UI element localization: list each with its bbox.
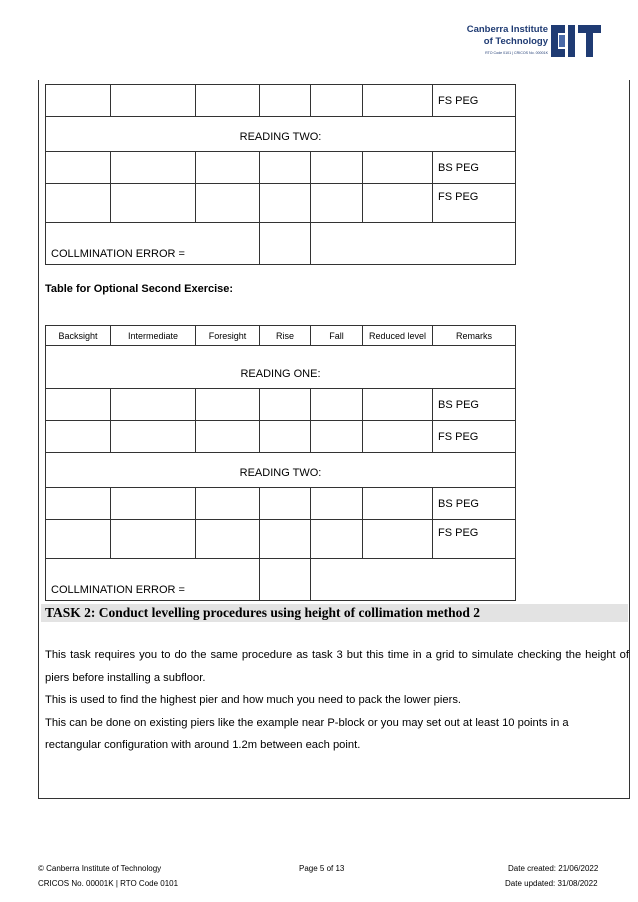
- remarks-cell: FS PEG: [433, 85, 516, 117]
- table-cell[interactable]: [260, 389, 311, 421]
- footer-copyright: © Canberra Institute of Technology: [38, 864, 162, 873]
- logo-line1: Canberra Institute: [466, 24, 548, 35]
- table-cell[interactable]: [196, 520, 260, 559]
- task-paragraph: This task requires you to do the same procedure as task 3 but this time in a grid to simulate checking the height of piers before installing a subfloor.: [45, 649, 629, 684]
- table-cell[interactable]: [260, 152, 311, 184]
- footer-date-updated: Date updated: 31/08/2022: [505, 879, 598, 888]
- table-cell[interactable]: [196, 421, 260, 453]
- table-cell[interactable]: [260, 520, 311, 559]
- remarks-cell: BS PEG: [433, 389, 516, 421]
- task-paragraph: This is used to find the highest pier and how much you need to pack the lower piers.: [45, 694, 462, 707]
- table-cell[interactable]: [260, 488, 311, 520]
- table-cell[interactable]: [260, 184, 311, 223]
- footer-cricos: CRICOS No. 00001K | RTO Code 0101: [38, 879, 179, 888]
- table-cell[interactable]: [311, 488, 363, 520]
- table-cell[interactable]: [311, 389, 363, 421]
- table-cell[interactable]: [260, 421, 311, 453]
- optional-exercise-caption: Table for Optional Second Exercise:: [45, 283, 234, 295]
- table-cell[interactable]: [196, 184, 260, 223]
- table-cell[interactable]: [46, 520, 111, 559]
- table-cell[interactable]: [311, 184, 363, 223]
- header-backsight: Backsight: [46, 326, 111, 346]
- remarks-cell: FS PEG: [433, 421, 516, 453]
- table-row: [46, 488, 516, 520]
- table-cell[interactable]: [363, 520, 433, 559]
- logo-text: [448, 24, 548, 48]
- table-cell[interactable]: [46, 152, 111, 184]
- levelling-table-continued: [45, 84, 516, 265]
- logo-line2: of Technology: [483, 36, 548, 47]
- table-cell[interactable]: [111, 152, 196, 184]
- collimation-error-remarks[interactable]: [311, 223, 516, 265]
- table-cell[interactable]: [260, 85, 311, 117]
- remarks-cell: FS PEG: [433, 520, 516, 559]
- task-description: [45, 644, 629, 757]
- table-cell[interactable]: [46, 85, 111, 117]
- collimation-error-remarks[interactable]: [311, 559, 516, 601]
- collimation-error-label: COLLMINATION ERROR =: [46, 223, 260, 265]
- task-paragraph: This can be done on existing piers like the example near P-block or you may set out at least 10 points in a rectangular configuration with around 1.2m between each point.: [45, 716, 569, 752]
- table-cell[interactable]: [196, 488, 260, 520]
- cit-logo: [448, 22, 604, 62]
- table-cell[interactable]: [196, 389, 260, 421]
- table-cell[interactable]: [46, 389, 111, 421]
- table-cell[interactable]: [311, 520, 363, 559]
- task-heading-bar: [41, 604, 628, 622]
- cit-logo-icon: [551, 25, 601, 57]
- reading-one-label: READING ONE:: [46, 346, 516, 389]
- table-cell[interactable]: [363, 421, 433, 453]
- table-cell[interactable]: [196, 85, 260, 117]
- table-cell[interactable]: [363, 152, 433, 184]
- header-remarks: Remarks: [433, 326, 516, 346]
- table-cell[interactable]: [363, 488, 433, 520]
- remarks-cell: BS PEG: [433, 152, 516, 184]
- footer-date-created: Date created: 21/06/2022: [508, 864, 599, 873]
- table-cell[interactable]: [111, 85, 196, 117]
- remarks-cell: BS PEG: [433, 488, 516, 520]
- table-cell[interactable]: [363, 85, 433, 117]
- table-cell[interactable]: [111, 520, 196, 559]
- remarks-cell: FS PEG: [433, 184, 516, 223]
- table-row: [46, 389, 516, 421]
- reading-one-row: [46, 346, 516, 389]
- table-cell[interactable]: [111, 488, 196, 520]
- table-cell[interactable]: [46, 488, 111, 520]
- table-cell[interactable]: [196, 152, 260, 184]
- table-cell[interactable]: [311, 85, 363, 117]
- header-foresight: Foresight: [196, 326, 260, 346]
- logo-subtext: RTO Code 0101 | CRICOS No. 00001K: [485, 51, 548, 55]
- header-fall: Fall: [311, 326, 363, 346]
- table-row: [46, 520, 516, 559]
- table-cell[interactable]: [111, 184, 196, 223]
- footer-page-number: Page 5 of 13: [299, 864, 345, 873]
- task-title: TASK 2: Conduct levelling procedures using height of collimation method 2: [45, 605, 481, 620]
- reading-two-row: [46, 117, 516, 152]
- collimation-error-value[interactable]: [260, 559, 311, 601]
- collimation-error-label: COLLMINATION ERROR =: [46, 559, 260, 601]
- collimation-error-value[interactable]: [260, 223, 311, 265]
- reading-two-label: READING TWO:: [46, 117, 516, 152]
- table-row: [46, 152, 516, 184]
- header-intermediate: Intermediate: [111, 326, 196, 346]
- header-rise: Rise: [260, 326, 311, 346]
- table-row: [46, 421, 516, 453]
- table-cell[interactable]: [363, 184, 433, 223]
- table-cell[interactable]: [311, 421, 363, 453]
- table-cell[interactable]: [111, 421, 196, 453]
- levelling-table-optional: [45, 325, 516, 601]
- header-reduced-level: Reduced level: [363, 326, 433, 346]
- collimation-error-row: [46, 223, 516, 265]
- table-cell[interactable]: [46, 184, 111, 223]
- table-cell[interactable]: [363, 389, 433, 421]
- table-cell[interactable]: [311, 152, 363, 184]
- table-row: [46, 184, 516, 223]
- table-cell[interactable]: [111, 389, 196, 421]
- table-header-row: [46, 326, 516, 346]
- table-row: [46, 85, 516, 117]
- reading-two-label: READING TWO:: [46, 453, 516, 488]
- table-cell[interactable]: [46, 421, 111, 453]
- collimation-error-row: [46, 559, 516, 601]
- reading-two-row: [46, 453, 516, 488]
